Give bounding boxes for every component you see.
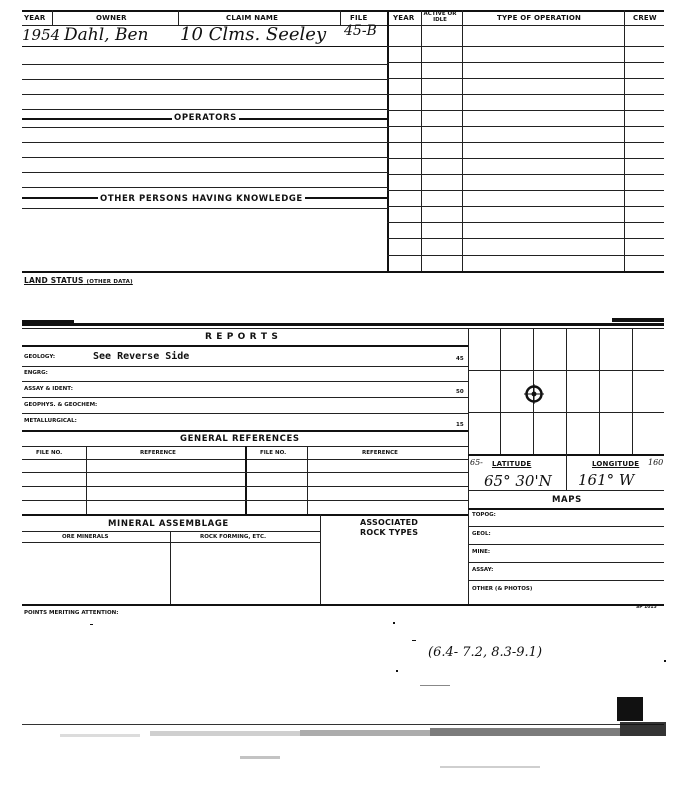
metallurgical-label: METALLURGICAL: xyxy=(24,418,77,424)
entry-file: 45-B xyxy=(344,23,377,39)
geology-value: See Reverse Side xyxy=(93,351,190,362)
header-year-2: YEAR xyxy=(393,14,415,22)
ore-minerals-label: ORE MINERALS xyxy=(62,534,109,540)
margin-15: 15 xyxy=(456,422,464,428)
entry-claim: 10 Clms. Seeley xyxy=(180,24,327,45)
longitude-label: LONGITUDE xyxy=(592,460,640,468)
maps-heading: MAPS xyxy=(552,495,582,505)
header-owner: OWNER xyxy=(96,14,127,22)
maps-assay: ASSAY: xyxy=(472,567,494,573)
margin-50: 50 xyxy=(456,389,464,395)
ref-reference-2: REFERENCE xyxy=(362,450,398,456)
geology-label: GEOLOGY: xyxy=(24,354,56,360)
points-meriting-attention-label: POINTS MERITING ATTENTION: xyxy=(24,610,119,616)
maps-mine: MINE: xyxy=(472,549,491,555)
header-claim-name: CLAIM NAME xyxy=(226,14,279,22)
associated-rock-types-1: ASSOCIATED xyxy=(360,518,419,527)
entry-year: 1954 xyxy=(22,26,61,44)
ref-file-no-2: FILE NO. xyxy=(260,450,287,456)
range-note: (6.4- 7.2, 8.3-9.1) xyxy=(428,645,543,660)
longitude-value: 161° W xyxy=(578,471,635,489)
assay-label: ASSAY & IDENT: xyxy=(24,386,73,392)
location-target-icon xyxy=(524,384,544,404)
mineral-assemblage-heading: MINERAL ASSEMBLAGE xyxy=(108,519,229,529)
operators-heading: OPERATORS xyxy=(174,113,237,123)
latitude-prefix: 65- xyxy=(470,458,483,467)
header-crew: CREW xyxy=(633,14,657,22)
form-number: SP 1015 xyxy=(636,605,657,610)
header-active-or-idle: ACTIVE OR IDLE xyxy=(423,11,457,23)
associated-rock-types-2: ROCK TYPES xyxy=(360,528,419,537)
entry-owner: Dahl, Ben xyxy=(64,25,149,45)
margin-45: 45 xyxy=(456,356,464,362)
longitude-suffix: 160 xyxy=(648,458,664,467)
other-persons-heading: OTHER PERSONS HAVING KNOWLEDGE xyxy=(100,194,303,204)
land-status-label: LAND STATUS (OTHER DATA) xyxy=(24,276,133,285)
header-year: YEAR xyxy=(24,14,46,22)
header-type-of-operation: TYPE OF OPERATION xyxy=(497,14,582,22)
maps-geol: GEOL: xyxy=(472,531,491,537)
general-references-heading: GENERAL REFERENCES xyxy=(180,434,300,444)
maps-topog: TOPOG: xyxy=(472,512,496,518)
ref-file-no-1: FILE NO. xyxy=(36,450,63,456)
reports-heading: R E P O R T S xyxy=(205,332,279,342)
rock-forming-label: ROCK FORMING, ETC. xyxy=(200,534,267,540)
engrg-label: ENGRG: xyxy=(24,370,48,376)
header-file: FILE xyxy=(350,14,368,22)
ref-reference-1: REFERENCE xyxy=(140,450,176,456)
geophys-label: GEOPHYS. & GEOCHEM: xyxy=(24,402,98,408)
maps-other: OTHER (& PHOTOS) xyxy=(472,586,533,592)
latitude-label: LATITUDE xyxy=(492,460,532,468)
latitude-value: 65° 30'N xyxy=(484,472,552,490)
